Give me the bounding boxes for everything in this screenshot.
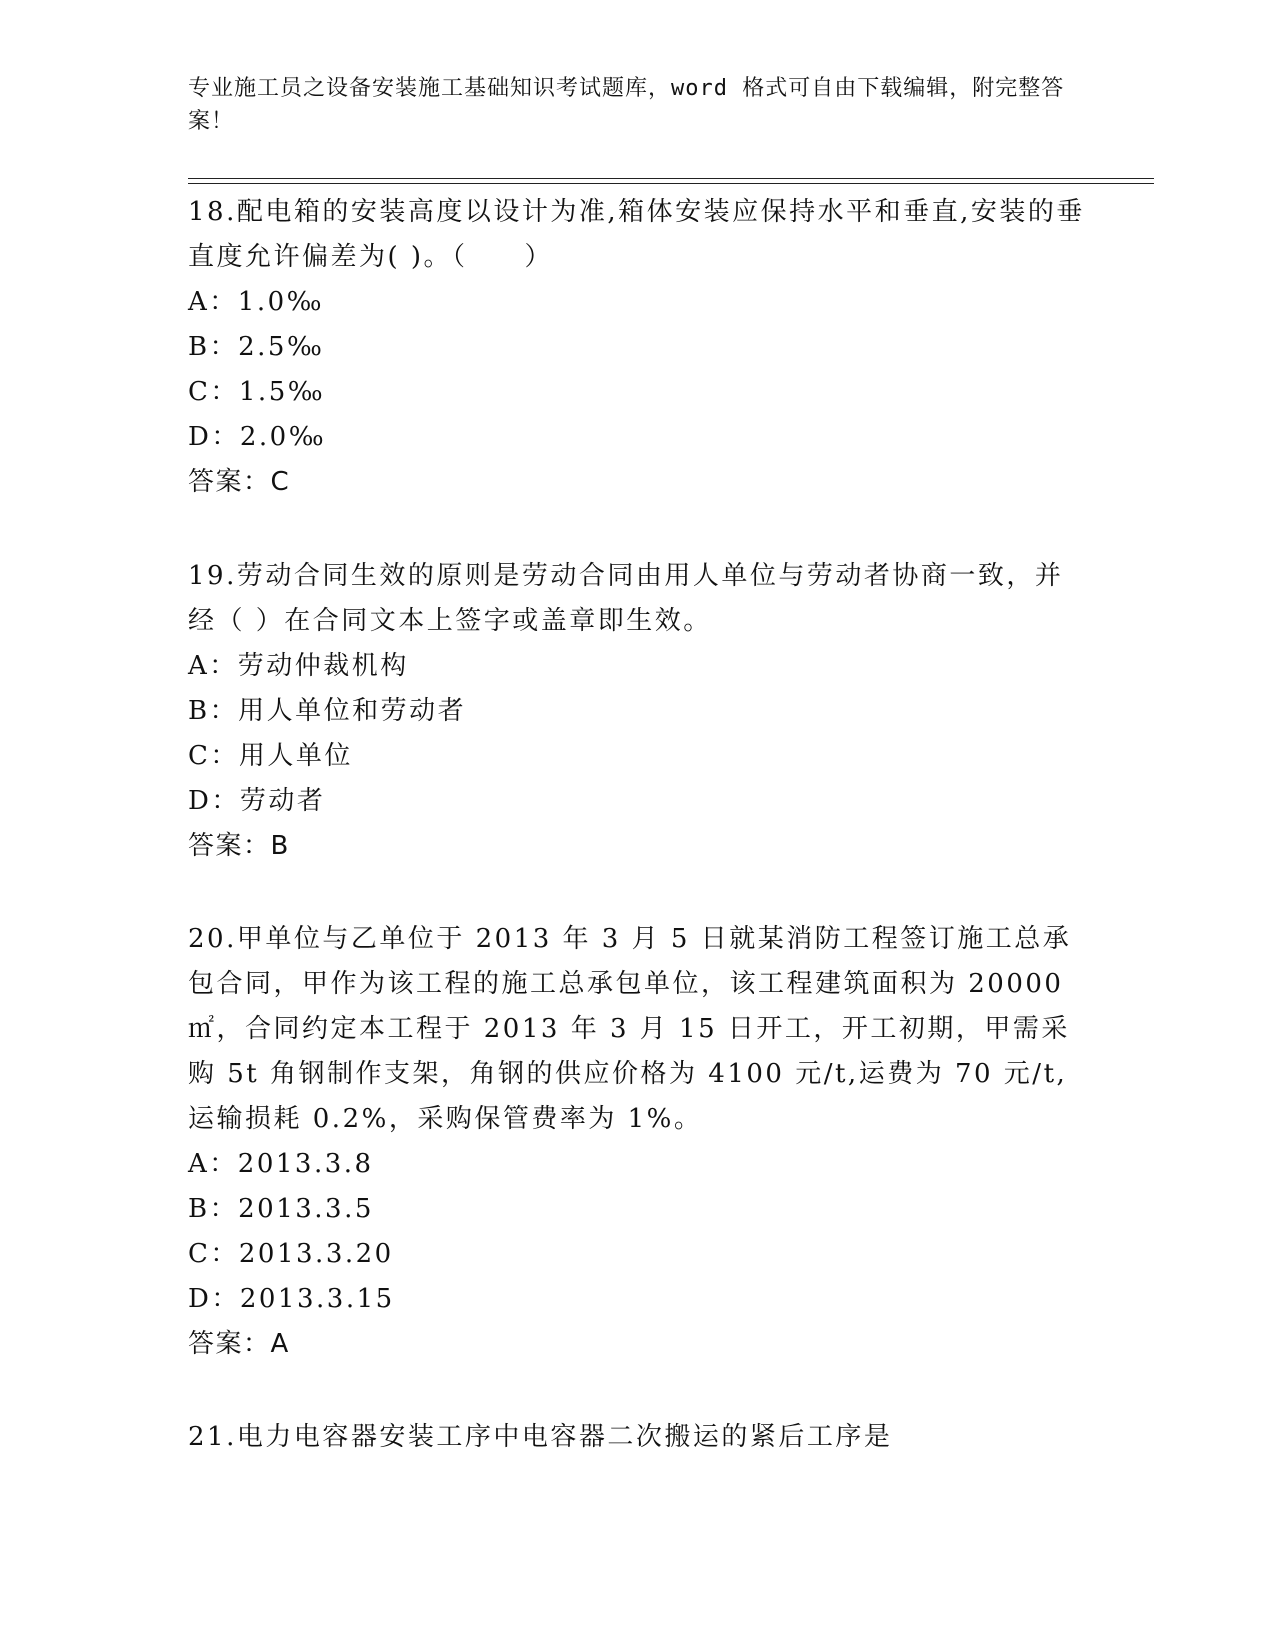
document-header: 专业施工员之设备安装施工基础知识考试题库，word 格式可自由下载编辑，附完整答案！ xyxy=(188,76,1065,134)
option-c: C：用人单位 xyxy=(188,741,353,771)
header-rule-bottom xyxy=(188,183,1154,184)
option-a: A：2013.3.8 xyxy=(188,1149,374,1179)
option-b: B：用人单位和劳动者 xyxy=(188,696,467,726)
question-20 xyxy=(188,915,1088,1367)
question-stem: 19.劳动合同生效的原则是劳动合同由用人单位与劳动者协商一致，并经（ ）在合同文本上签字或盖章即生效。 xyxy=(188,561,1064,636)
question-stem: 20.甲单位与乙单位于 2013 年 3 月 5 日就某消防工程签订施工总承包合同，甲作为该工程的施工总承包单位，该工程建筑面积为 20000㎡，合同约定本工程于 2013 年 3 月 15 日开工，开工初期，甲需采购 5t 角钢制作支架，角钢的供应价格为 4100 元/t,运费为 70 元/t,运输损耗 0.2%，采购保管费率为 1%。 xyxy=(188,924,1072,1134)
option-c: C：2013.3.20 xyxy=(188,1239,394,1269)
option-c: C：1.5‰ xyxy=(188,377,326,407)
header-rule-top xyxy=(188,178,1154,179)
question-18 xyxy=(188,188,1088,505)
option-d: D：2013.3.15 xyxy=(188,1284,395,1314)
question-stem: 21.电力电容器安装工序中电容器二次搬运的紧后工序是 xyxy=(188,1422,893,1452)
question-19 xyxy=(188,552,1088,869)
option-a: A：1.0‰ xyxy=(188,287,325,317)
answer-label: 答案：B xyxy=(188,831,290,861)
answer-label: 答案：A xyxy=(188,1329,290,1359)
answer-label: 答案：C xyxy=(188,467,291,497)
option-b: B：2.5‰ xyxy=(188,332,325,362)
option-d: D：2.0‰ xyxy=(188,422,327,452)
option-d: D：劳动者 xyxy=(188,786,326,816)
question-stem: 18.配电箱的安装高度以设计为准,箱体安装应保持水平和垂直,安装的垂直度允许偏差为( )。（ ） xyxy=(188,197,1085,272)
question-21 xyxy=(188,1413,1088,1460)
option-a: A：劳动仲裁机构 xyxy=(188,651,409,681)
option-b: B：2013.3.5 xyxy=(188,1194,374,1224)
